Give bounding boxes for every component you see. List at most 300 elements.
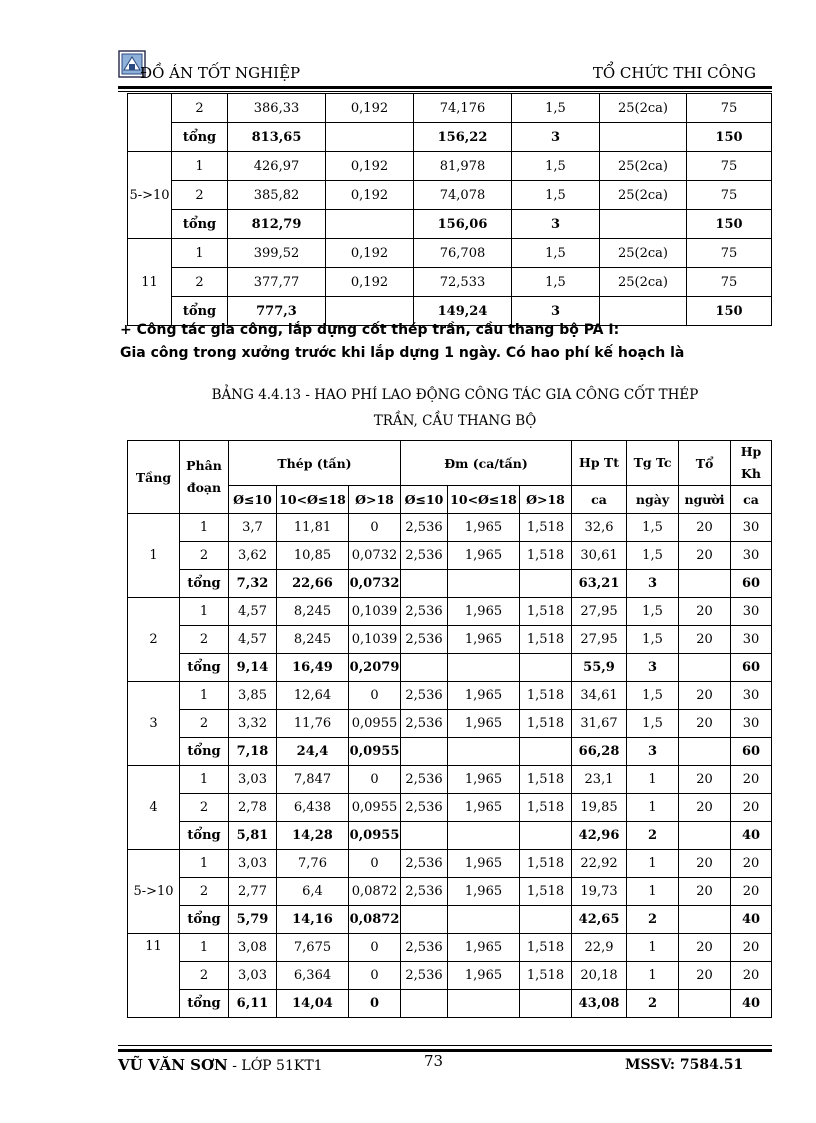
table-cell: 76,708 [414, 239, 512, 268]
table-cell: 25(2ca) [600, 152, 687, 181]
table-row [128, 123, 772, 152]
table-cell: 3 [512, 123, 600, 152]
table-cell: 74,176 [414, 94, 512, 123]
table-cell: 5,81 [229, 822, 277, 850]
table-cell: 1,965 [448, 710, 520, 738]
col-header-tg-tc: Tg Tc [627, 441, 679, 486]
table-cell: 7,18 [229, 738, 277, 766]
table-cell: 30 [731, 710, 772, 738]
table-cell: 25(2ca) [600, 239, 687, 268]
table-cell: 1,965 [448, 542, 520, 570]
table-cell: 2,536 [401, 878, 448, 906]
table-row [128, 181, 772, 210]
table-cell: 4,57 [229, 626, 277, 654]
table-row [128, 822, 772, 850]
table-cell: 40 [731, 990, 772, 1018]
table-cell: 8,245 [277, 626, 349, 654]
table-cell: 10,85 [277, 542, 349, 570]
table-cell: 812,79 [228, 210, 326, 239]
table-cell: 20 [679, 682, 731, 710]
floor-label: 3 [128, 682, 180, 766]
table-cell: 1 [180, 514, 229, 542]
table-cell: 20,18 [572, 962, 627, 990]
table-cell: 75 [687, 239, 772, 268]
table-row [128, 268, 772, 297]
table-cell: 0,2079 [349, 654, 401, 682]
table-cell [679, 738, 731, 766]
table-cell: 1,518 [520, 542, 572, 570]
table-cell: 1,518 [520, 710, 572, 738]
table-cell: 0,0955 [349, 794, 401, 822]
floor-label: 1 [128, 514, 180, 598]
table-cell: 0,0955 [349, 710, 401, 738]
table-cell: 1,5 [512, 181, 600, 210]
table-cell: 16,49 [277, 654, 349, 682]
table-cell: 42,65 [572, 906, 627, 934]
table-cell [401, 906, 448, 934]
table-cell [520, 570, 572, 598]
table-cell: 0,0872 [349, 906, 401, 934]
table-cell: 20 [731, 934, 772, 962]
table-caption-line-2: TRẦN, CẦU THANG BỘ [373, 413, 537, 429]
table-cell: 1,965 [448, 794, 520, 822]
table-cell: 27,95 [572, 598, 627, 626]
table-cell: 20 [731, 794, 772, 822]
table-cell: 20 [679, 514, 731, 542]
table-cell: 0,192 [326, 152, 414, 181]
table-cell: 1,965 [448, 766, 520, 794]
table-cell: 3,08 [229, 934, 277, 962]
table-cell: 7,675 [277, 934, 349, 962]
table-cell: 27,95 [572, 626, 627, 654]
paragraph-line-1: + Công tác gia công, lắp dựng cốt thép trần, cầu thang bộ PA I: [120, 322, 620, 338]
table-cell: 1 [627, 766, 679, 794]
table-cell: 1 [172, 152, 228, 181]
sub-header-cell: 10<Ø≤18 [277, 486, 349, 514]
table-cell: 0,192 [326, 181, 414, 210]
table-cell: 72,533 [414, 268, 512, 297]
table-cell: 1,518 [520, 850, 572, 878]
table-cell: 3 [627, 570, 679, 598]
header-title-left: ĐỒ ÁN TỐT NGHIỆP [140, 64, 301, 82]
table-cell: 30 [731, 626, 772, 654]
table-cell: 0,1039 [349, 598, 401, 626]
table-cell: tổng [180, 906, 229, 934]
sub-header-cell: ca [572, 486, 627, 514]
floor-label [128, 94, 172, 152]
table-cell: 60 [731, 654, 772, 682]
table-cell: 377,77 [228, 268, 326, 297]
table-cell: 20 [731, 766, 772, 794]
table-cell: 1,518 [520, 794, 572, 822]
table-cell: 32,6 [572, 514, 627, 542]
table-cell: 2,536 [401, 934, 448, 962]
table-cell [401, 654, 448, 682]
table-row [128, 794, 772, 822]
table-cell: 25(2ca) [600, 94, 687, 123]
table-cell: 150 [687, 210, 772, 239]
footer-rule-thick [118, 1049, 772, 1052]
table-cell: 19,85 [572, 794, 627, 822]
table-cell: tổng [172, 123, 228, 152]
table-cell: 7,847 [277, 766, 349, 794]
table-cell: 3,32 [229, 710, 277, 738]
table-cell: 150 [687, 123, 772, 152]
table-cell: 8,245 [277, 598, 349, 626]
table-cell: 30 [731, 542, 772, 570]
table-cell: 14,16 [277, 906, 349, 934]
table-cell: 75 [687, 181, 772, 210]
table-cell: 22,92 [572, 850, 627, 878]
sub-header-cell: Ø>18 [520, 486, 572, 514]
table-cell [600, 210, 687, 239]
table-cell: 813,65 [228, 123, 326, 152]
floor-label: 4 [128, 766, 180, 850]
table-cell: 3,03 [229, 962, 277, 990]
labor-table-4-4-13 [127, 440, 772, 1018]
table-cell: 1 [180, 598, 229, 626]
table-cell: 19,73 [572, 878, 627, 906]
floor-label: 5->10 [128, 850, 180, 934]
table-row [128, 626, 772, 654]
table-cell: 1,5 [512, 94, 600, 123]
table-cell: 6,11 [229, 990, 277, 1018]
table-cell: 23,1 [572, 766, 627, 794]
sub-header-cell: Ø≤10 [401, 486, 448, 514]
table-row [128, 570, 772, 598]
table-cell: 14,04 [277, 990, 349, 1018]
table-cell: 9,14 [229, 654, 277, 682]
table-cell: 0 [349, 990, 401, 1018]
table-cell: 20 [679, 598, 731, 626]
table-cell: 81,978 [414, 152, 512, 181]
table-cell: 1,518 [520, 626, 572, 654]
floor-label: 11 [128, 934, 180, 1018]
footer-author-name: VŨ VĂN SƠN [118, 1056, 228, 1074]
table-cell: 20 [679, 710, 731, 738]
table-cell: 0 [349, 850, 401, 878]
table-cell: 1,5 [627, 514, 679, 542]
table-row [128, 598, 772, 626]
table-cell: tổng [172, 297, 228, 326]
table-row [128, 239, 772, 268]
table-cell: 1 [627, 794, 679, 822]
table-cell: 20 [731, 850, 772, 878]
header-title-right: TỔ CHỨC THI CÔNG [592, 64, 756, 82]
table-cell: 1,518 [520, 682, 572, 710]
table-cell: 2,536 [401, 514, 448, 542]
table-cell: 14,28 [277, 822, 349, 850]
table-cell: 12,64 [277, 682, 349, 710]
table-cell: 0 [349, 934, 401, 962]
table-cell: 2,536 [401, 626, 448, 654]
table-cell: 22,9 [572, 934, 627, 962]
table-cell: 1 [172, 239, 228, 268]
table-cell: 43,08 [572, 990, 627, 1018]
table-cell: 20 [679, 962, 731, 990]
table-cell: 0,192 [326, 239, 414, 268]
table-cell: 40 [731, 906, 772, 934]
table-cell: 2 [180, 962, 229, 990]
table-cell: 40 [731, 822, 772, 850]
table-cell: 2,536 [401, 710, 448, 738]
table-cell: 3,03 [229, 850, 277, 878]
floor-label: 5->10 [128, 152, 172, 239]
table-row [128, 990, 772, 1018]
table-cell: 20 [679, 794, 731, 822]
table-cell [448, 990, 520, 1018]
table-cell: 1,5 [627, 710, 679, 738]
table-cell: 777,3 [228, 297, 326, 326]
table-cell: 4,57 [229, 598, 277, 626]
table-cell: 1 [180, 934, 229, 962]
table-cell [448, 738, 520, 766]
table-cell [448, 654, 520, 682]
table-cell: 426,97 [228, 152, 326, 181]
footer-rule-thin [118, 1045, 772, 1046]
table-row [128, 210, 772, 239]
table-cell: 1,965 [448, 598, 520, 626]
table-cell: 34,61 [572, 682, 627, 710]
table-cell: 1,5 [512, 239, 600, 268]
table-cell: 42,96 [572, 822, 627, 850]
table-cell: 1 [180, 682, 229, 710]
table-cell: 6,4 [277, 878, 349, 906]
sub-header-cell: ca [731, 486, 772, 514]
table-cell: 0,192 [326, 94, 414, 123]
table-cell: 20 [679, 850, 731, 878]
table-cell: 149,24 [414, 297, 512, 326]
table-cell: 1 [627, 878, 679, 906]
table-cell: 0,0955 [349, 822, 401, 850]
table-cell: tổng [180, 570, 229, 598]
table-cell: 31,67 [572, 710, 627, 738]
table-cell: 55,9 [572, 654, 627, 682]
table-cell: 156,06 [414, 210, 512, 239]
sub-header-cell: 10<Ø≤18 [448, 486, 520, 514]
table-cell: 0 [349, 766, 401, 794]
table-cell: 7,76 [277, 850, 349, 878]
floor-label: 11 [128, 239, 172, 326]
table-cell: 0,192 [326, 268, 414, 297]
sub-header-cell: Ø>18 [349, 486, 401, 514]
table-cell: 30 [731, 598, 772, 626]
table-cell [326, 123, 414, 152]
table-cell: 2 [627, 822, 679, 850]
table-cell: 156,22 [414, 123, 512, 152]
table-cell: 20 [679, 542, 731, 570]
table-cell: 1,965 [448, 934, 520, 962]
table-cell: 2 [627, 990, 679, 1018]
table-cell: tổng [180, 990, 229, 1018]
table-cell: 20 [679, 934, 731, 962]
table-cell: 2,536 [401, 850, 448, 878]
table-cell [448, 822, 520, 850]
table-cell: 25(2ca) [600, 268, 687, 297]
col-header-dm: Đm (ca/tấn) [401, 441, 572, 486]
table-cell: 0,1039 [349, 626, 401, 654]
table-cell: tổng [180, 654, 229, 682]
table-cell: 30,61 [572, 542, 627, 570]
table-row [128, 738, 772, 766]
footer-mssv: MSSV: 7584.51 [625, 1057, 744, 1073]
table-cell: 150 [687, 297, 772, 326]
table-cell [448, 906, 520, 934]
col-header-phan-doan: Phân đoạn [180, 441, 229, 514]
col-header-hp-tt: Hp Tt [572, 441, 627, 486]
table-cell: 0 [349, 514, 401, 542]
paragraph-line-2: Gia công trong xưởng trước khi lắp dựng 1 ngày. Có hao phí kế hoạch là [120, 345, 685, 361]
table-cell: 75 [687, 152, 772, 181]
table-row [128, 766, 772, 794]
table-cell [520, 990, 572, 1018]
footer-class: - LỚP 51KT1 [227, 1058, 323, 1074]
table-cell: 66,28 [572, 738, 627, 766]
table-cell: 1,965 [448, 626, 520, 654]
table-cell: 1 [627, 962, 679, 990]
table-cell [401, 570, 448, 598]
table-cell: tổng [180, 822, 229, 850]
table-row [128, 654, 772, 682]
table-cell: 6,364 [277, 962, 349, 990]
table-cell: 20 [679, 626, 731, 654]
table-cell [679, 570, 731, 598]
table-cell: 60 [731, 570, 772, 598]
table-cell: 25(2ca) [600, 181, 687, 210]
table-cell [401, 822, 448, 850]
sub-header-cell: người [679, 486, 731, 514]
table-cell: 1,965 [448, 682, 520, 710]
table-cell: 20 [679, 766, 731, 794]
table-cell: 1 [627, 850, 679, 878]
col-header-thep: Thép (tấn) [229, 441, 401, 486]
table-cell: 2 [180, 794, 229, 822]
table-row [128, 906, 772, 934]
table-cell: 63,21 [572, 570, 627, 598]
table-cell: 0 [349, 682, 401, 710]
table-row [128, 514, 772, 542]
table-cell: 2,536 [401, 962, 448, 990]
table-cell: 74,078 [414, 181, 512, 210]
table-cell: 2,536 [401, 794, 448, 822]
table-cell: 24,4 [277, 738, 349, 766]
table-cell: 1,518 [520, 598, 572, 626]
table-cell [520, 654, 572, 682]
table-cell: 2 [180, 542, 229, 570]
table-cell: tổng [180, 738, 229, 766]
table-cell: 3 [512, 210, 600, 239]
table-cell [401, 990, 448, 1018]
table-row [128, 152, 772, 181]
table-cell: 1 [627, 934, 679, 962]
table-cell: tổng [172, 210, 228, 239]
table-cell: 60 [731, 738, 772, 766]
floor-label: 2 [128, 598, 180, 682]
table-cell: 2 [172, 268, 228, 297]
table-cell: 1,518 [520, 878, 572, 906]
table-cell [679, 990, 731, 1018]
table-cell: 2 [172, 181, 228, 210]
table-cell: 385,82 [228, 181, 326, 210]
table-cell: 1,5 [627, 542, 679, 570]
col-header-hp-kh: Hp Kh [731, 441, 772, 486]
table-cell: 1,518 [520, 934, 572, 962]
page-number: 73 [424, 1052, 444, 1070]
col-header-to: Tổ [679, 441, 731, 486]
table-row [128, 682, 772, 710]
table-cell [520, 906, 572, 934]
table-cell: 2 [180, 710, 229, 738]
table-cell [679, 654, 731, 682]
table-cell [520, 822, 572, 850]
table-cell: 0,0955 [349, 738, 401, 766]
table-cell: 2,77 [229, 878, 277, 906]
table-row [128, 962, 772, 990]
table-cell: 3 [512, 297, 600, 326]
table-cell: 3,62 [229, 542, 277, 570]
table-cell: 1,5 [627, 626, 679, 654]
header-rule-thick [118, 86, 772, 89]
table-row [128, 94, 772, 123]
table-cell: 2 [172, 94, 228, 123]
table-cell: 2 [627, 906, 679, 934]
table-row [128, 542, 772, 570]
table-cell: 2,536 [401, 682, 448, 710]
table-cell: 3 [627, 738, 679, 766]
table-cell: 75 [687, 94, 772, 123]
labor-table-continued [127, 93, 772, 326]
table-cell: 3,7 [229, 514, 277, 542]
table-cell: 75 [687, 268, 772, 297]
sub-header-cell: Ø≤10 [229, 486, 277, 514]
table-cell: 22,66 [277, 570, 349, 598]
table-cell [520, 738, 572, 766]
table-cell: 2 [180, 878, 229, 906]
table-cell: 6,438 [277, 794, 349, 822]
table-cell: 2,78 [229, 794, 277, 822]
table-cell [600, 123, 687, 152]
table-cell: 11,81 [277, 514, 349, 542]
table-cell: 3,03 [229, 766, 277, 794]
table-cell: 1,965 [448, 850, 520, 878]
table-cell: 3 [627, 654, 679, 682]
table-cell: 1,518 [520, 962, 572, 990]
table-cell: 1,518 [520, 766, 572, 794]
table-cell: 1,965 [448, 514, 520, 542]
table-cell: 1 [180, 766, 229, 794]
table-cell: 1,518 [520, 514, 572, 542]
table-cell: 3,85 [229, 682, 277, 710]
table-cell: 1,965 [448, 962, 520, 990]
sub-header-cell: ngày [627, 486, 679, 514]
table-cell: 1,965 [448, 878, 520, 906]
table-cell: 2,536 [401, 766, 448, 794]
table-cell [326, 210, 414, 239]
table-cell: 2,536 [401, 598, 448, 626]
table-row [128, 850, 772, 878]
table-cell: 2 [180, 626, 229, 654]
table-row [128, 878, 772, 906]
table-caption-line-1: BẢNG 4.4.13 - HAO PHÍ LAO ĐỘNG CÔNG TÁC GIA CÔNG CỐT THÉP [211, 387, 699, 403]
table-row [128, 710, 772, 738]
col-header-tang: Tầng [128, 441, 180, 514]
table-cell: 1,5 [627, 598, 679, 626]
table-cell: 11,76 [277, 710, 349, 738]
table-cell: 0,0732 [349, 570, 401, 598]
table-cell [679, 906, 731, 934]
table-cell: 20 [679, 878, 731, 906]
table-cell: 1,5 [512, 268, 600, 297]
